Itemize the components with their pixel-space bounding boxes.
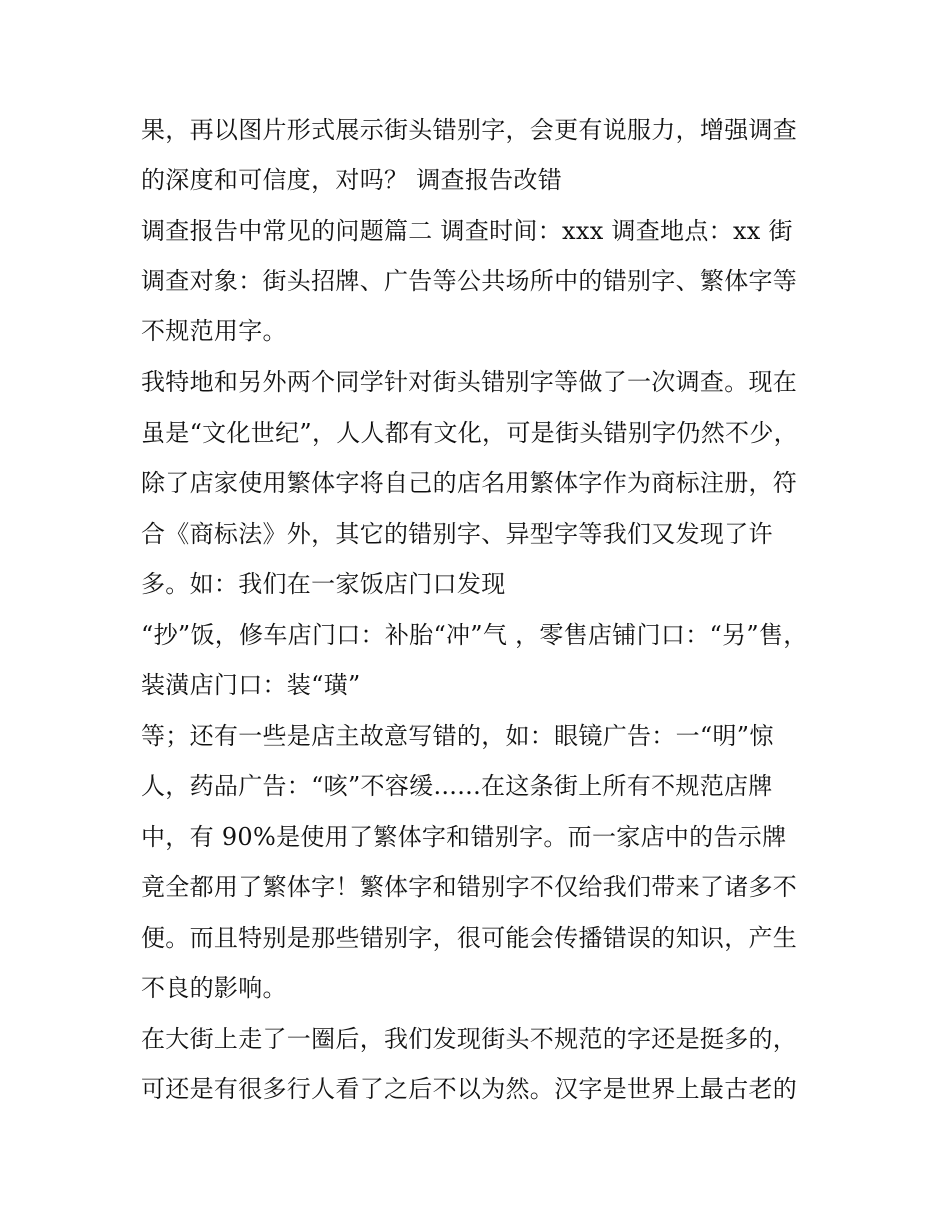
text-line: 虽是“文化世纪”，人人都有文化，可是街头错别字仍然不少，	[141, 419, 798, 447]
text-line: 果，再以图片形式展示街头错别字，会更有说服力，增强调查	[141, 116, 798, 144]
text-line: 调查报告中常见的问题篇二 调查时间：xxx 调查地点：xx 街	[141, 217, 793, 245]
text-line: 调查对象：街头招牌、广告等公共场所中的错别字、繁体字等	[141, 267, 798, 295]
text-line: 竟全都用了繁体字！繁体字和错别字不仅给我们带来了诸多不	[141, 873, 798, 901]
text-line: 便。而且特别是那些错别字，很可能会传播错误的知识，产生	[141, 924, 798, 952]
text-line: 装潢店门口：装“璜”	[141, 671, 361, 699]
text-line: 不规范用字。	[141, 317, 287, 345]
text-line: 中，有 90%是使用了繁体字和错别字。而一家店中的告示牌	[141, 823, 787, 851]
text-line: 的深度和可信度，对吗？ 调查报告改错	[141, 166, 563, 194]
text-line: 合《商标法》外，其它的错别字、异型字等我们又发现了许	[141, 520, 773, 548]
text-line: 等；还有一些是店主故意写错的，如：眼镜广告：一“明”惊	[141, 722, 774, 750]
text-line: 我特地和另外两个同学针对街头错别字等做了一次调查。现在	[141, 368, 798, 396]
text-line: 除了店家使用繁体字将自己的店名用繁体字作为商标注册，符	[141, 469, 798, 497]
text-line: 在大街上走了一圈后，我们发现街头不规范的字还是挺多的，	[141, 1025, 798, 1053]
text-line: “抄”饭，修车店门口：补胎“冲”气 ，零售店铺门口：“另”售，	[141, 621, 808, 649]
text-line: 多。如：我们在一家饭店门口发现	[141, 570, 506, 598]
text-line: 不良的影响。	[141, 974, 287, 1002]
text-line: 人，药品广告：“咳”不容缓......在这条街上所有不规范店牌	[141, 772, 773, 800]
text-line: 可还是有很多行人看了之后不以为然。汉字是世界上最古老的	[141, 1075, 798, 1103]
